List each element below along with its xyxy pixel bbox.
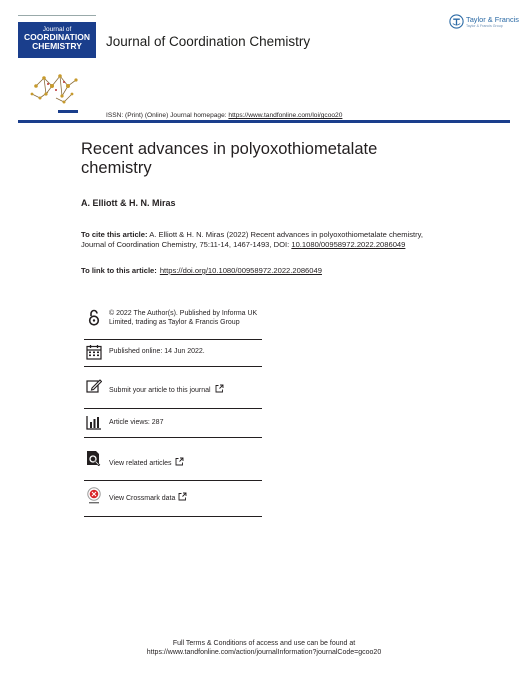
info-divider [84,339,262,340]
crossmark-label: View Crossmark data [109,495,176,502]
cover-line2: COORDINATION [24,32,90,42]
cite-doi-link[interactable]: 10.1080/00958972.2022.2086049 [291,239,406,249]
crossmark-row[interactable] [84,487,262,509]
cite-label: To cite this article: [81,230,148,239]
bar-chart-icon [86,414,102,430]
article-views: Article views: 287 [109,419,164,426]
open-access-row [84,309,262,339]
submit-article-label: Submit your article to this journal [109,387,211,394]
submit-article-link[interactable] [109,384,224,396]
citation-block [81,230,441,249]
issn-label: ISSN: (Print) (Online) Journal homepage: [106,112,229,119]
cover-line1: Journal of [42,26,72,33]
external-link-icon [178,492,187,501]
article-link-line [81,266,322,275]
link-label: To link to this article: [81,266,157,275]
taylor-francis-emblem-icon [449,14,464,29]
open-access-text: © 2022 The Author(s). Published by Informa UK Limited, trading as Taylor & Francis Group [109,310,258,326]
article-authors: A. Elliott & H. N. Miras [81,198,176,208]
info-divider [84,366,262,367]
taylor-francis-logo[interactable] [449,14,519,32]
header-divider [18,120,510,123]
article-doi-link[interactable]: https://doi.org/10.1080/00958972.2022.2086049 [159,266,322,275]
terms-footer [0,639,528,657]
journal-title[interactable]: Journal of Coordination Chemistry [106,34,311,49]
submit-article-row[interactable] [84,377,262,399]
crossmark-icon [86,487,102,505]
journal-homepage-link[interactable]: https://www.tandfonline.com/loi/gcoo20 [228,112,343,119]
publisher-tagline: Taylor & Francis Group [466,24,503,28]
info-divider [84,516,262,517]
journal-cover [18,14,96,115]
related-articles-label: View related articles [109,460,172,467]
cover-line3: CHEMISTRY [32,41,82,51]
issn-line [106,112,342,119]
cite-text: A. Elliott & H. N. Miras (2022) Recent advances in polyoxothiometalate chemistry, Journal of Coordination Chemistry, 75:11-14, 1467-1493, DOI: [81,230,423,249]
article-title: Recent advances in polyoxothiometalate chemistry [81,140,378,177]
related-articles-row[interactable] [84,449,262,471]
calendar-icon [86,344,102,360]
terms-link[interactable]: https://www.tandfonline.com/action/journalInformation?journalCode=gcoo20 [146,649,382,656]
crossmark-link[interactable] [109,492,187,504]
article-views-row [84,412,262,434]
external-link-icon [215,384,224,393]
cover-top-line [18,15,96,21]
external-link-icon [175,457,184,466]
related-articles-link[interactable] [109,457,184,469]
cover-title-band [18,22,96,58]
cover-publisher-tag [58,110,78,113]
footer-line1: Full Terms & Conditions of access and use can be found at [172,640,356,647]
related-articles-icon [86,450,102,466]
publisher-name: Taylor & Francis [466,15,519,24]
open-access-icon [86,309,102,327]
info-divider [84,437,262,438]
info-divider [84,408,262,409]
info-divider [84,480,262,481]
cover-molecule-art [22,64,92,108]
published-date: Published online: 14 Jun 2022. [109,348,205,355]
published-row [84,343,262,365]
edit-icon [86,378,102,394]
